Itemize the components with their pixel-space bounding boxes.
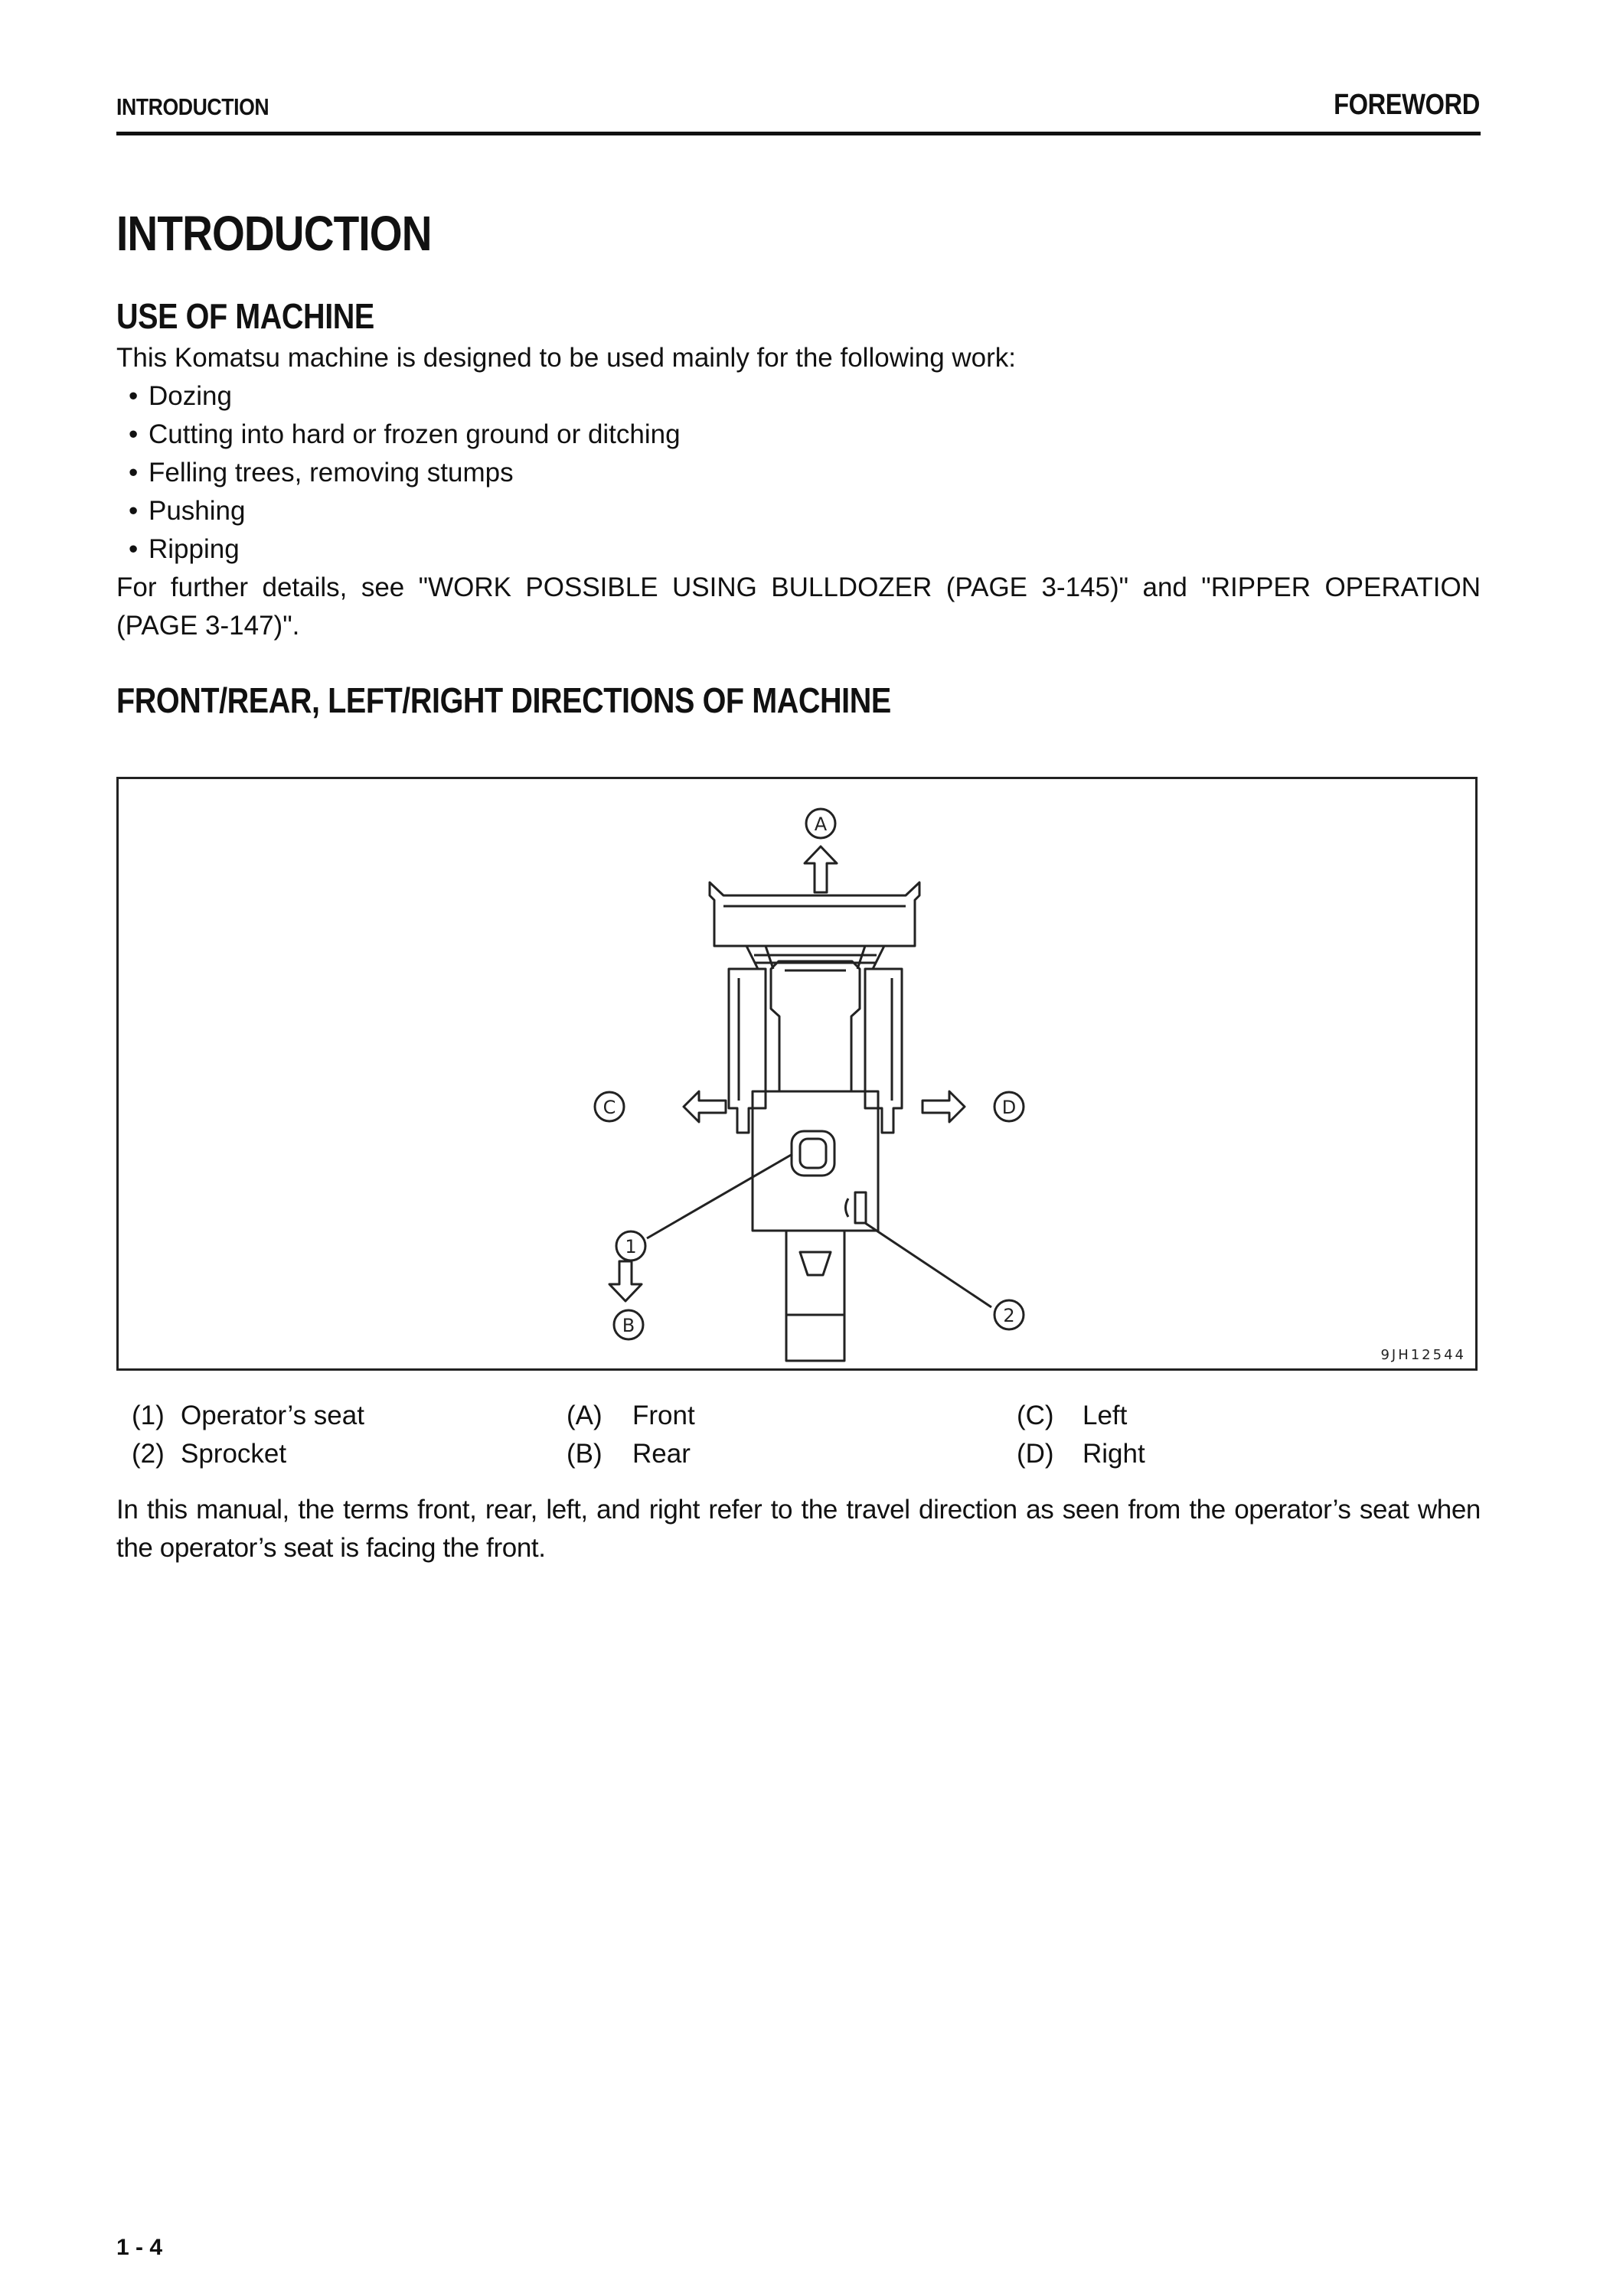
arrow-rear [609, 1261, 642, 1301]
callout-2: 2 [1003, 1305, 1015, 1326]
page-title: INTRODUCTION [116, 206, 432, 261]
legend-number: (1) [132, 1401, 165, 1430]
use-of-machine-section [116, 339, 1481, 645]
leader-line-1 [647, 1154, 792, 1238]
running-header-chapter: FOREWORD [1334, 89, 1480, 121]
legend-label: Operator’s seat [181, 1401, 364, 1430]
legend-letter: (A) [567, 1401, 603, 1430]
bulldozer-top-view-diagram [119, 779, 1475, 1368]
legend-item [1017, 1435, 1145, 1473]
page-number: 1 - 4 [116, 2235, 163, 2260]
machine-directions-figure [116, 777, 1478, 1371]
arrow-front [805, 846, 837, 892]
legend-label: Left [1083, 1401, 1128, 1430]
work-list-item: • Pushing [116, 492, 1481, 530]
right-track [865, 969, 902, 1133]
directions-heading: FRONT/REAR, LEFT/RIGHT DIRECTIONS OF MACHINE [116, 680, 891, 720]
leader-line-2 [865, 1223, 991, 1307]
callout-d: D [1001, 1097, 1017, 1118]
legend-item [567, 1435, 695, 1473]
legend-item [132, 1397, 364, 1435]
running-header-section: INTRODUCTION [116, 93, 269, 120]
figure-code: 9JH12544 [1380, 1347, 1466, 1363]
further-details-paragraph: For further details, see "WORK POSSIBLE USING BULLDOZER (PAGE 3-145)" and "RIPPER OPERATION (PAGE 3-147)". [116, 572, 1481, 641]
ripper [786, 1231, 844, 1361]
callout-a: A [814, 814, 828, 835]
legend-label: Rear [632, 1439, 691, 1469]
legend-column-3 [1017, 1397, 1145, 1473]
arrow-right [923, 1091, 965, 1122]
legend-label: Sprocket [181, 1439, 287, 1469]
legend-letter: (B) [567, 1439, 603, 1469]
work-list-item: • Dozing [116, 377, 1481, 416]
work-list [116, 377, 1481, 569]
sprocket [855, 1192, 866, 1223]
use-of-machine-intro: This Komatsu machine is designed to be used mainly for the following work: [116, 343, 1017, 373]
engine-hood [771, 961, 860, 1091]
legend-column-1 [132, 1397, 364, 1473]
legend-label: Front [632, 1401, 695, 1430]
work-list-item: • Cutting into hard or frozen ground or ditching [116, 416, 1481, 454]
callout-1: 1 [625, 1236, 637, 1257]
arrow-left [684, 1091, 726, 1122]
main-body [753, 1091, 878, 1231]
legend-item [567, 1397, 695, 1435]
callout-c: C [603, 1097, 616, 1118]
legend-item [132, 1435, 364, 1473]
direction-note-text: In this manual, the terms front, rear, left, and right refer to the travel direction as seen from the operator’s seat when the operator’s seat is facing the front. [116, 1495, 1481, 1563]
legend-label: Right [1083, 1439, 1145, 1469]
legend-letter: (C) [1017, 1401, 1054, 1430]
left-track [729, 969, 766, 1133]
work-list-item: • Ripping [116, 530, 1481, 569]
legend-number: (2) [132, 1439, 165, 1469]
direction-note-paragraph [116, 1491, 1481, 1567]
use-of-machine-heading: USE OF MACHINE [116, 296, 374, 336]
work-list-item: • Felling trees, removing stumps [116, 454, 1481, 492]
callout-b: B [622, 1315, 635, 1336]
legend-item [1017, 1397, 1145, 1435]
header-rule [116, 132, 1481, 135]
legend-letter: (D) [1017, 1439, 1054, 1469]
legend-column-2 [567, 1397, 695, 1473]
